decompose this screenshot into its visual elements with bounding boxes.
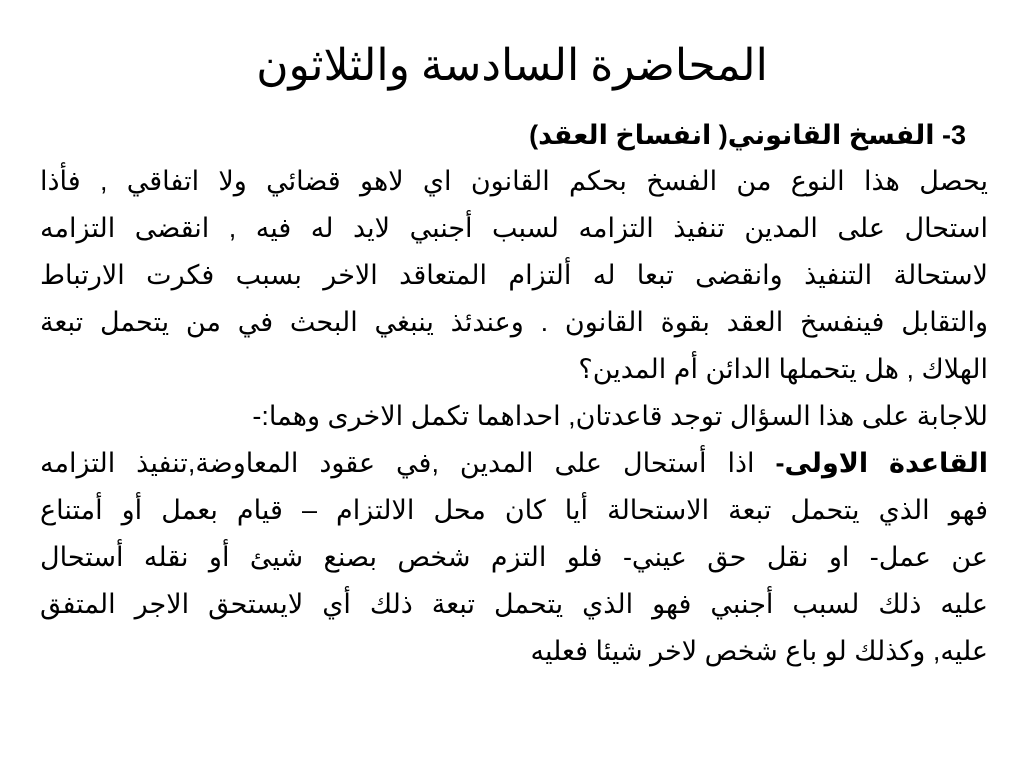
slide-title: المحاضرة السادسة والثلاثون (256, 41, 768, 90)
body-line: عن عمل- او نقل حق عيني- فلو التزم شخص بصنع شيئ أو نقله أستحال (40, 542, 988, 572)
body-line: الهلاك , هل يتحملها الدائن أم المدين؟ (578, 354, 988, 384)
rule1-text: اذا أستحال على المدين ,في عقود المعاوضة,تنفيذ التزامه (40, 448, 776, 478)
body-line: والتقابل فينفسخ العقد بقوة القانون . وعندئذ ينبغي البحث في من يتحمل تبعة (40, 307, 988, 337)
body-line: فهو الذي يتحمل تبعة الاستحالة أيا كان محل الالتزام – قيام بعمل أو أمتناع (40, 495, 988, 525)
rule1-label: القاعدة الاولى- (775, 448, 988, 478)
intro-line: للاجابة على هذا السؤال توجد قاعدتان, احداهما تكمل الاخرى وهما:- (252, 401, 988, 431)
body-line: استحال على المدين تنفيذ التزامه لسبب أجنبي لايد له فيه , انقضى التزامه (40, 213, 988, 243)
section-heading: 3- الفسخ القانوني( انفساخ العقد) (529, 120, 966, 150)
rule1-first-line (40, 440, 988, 487)
body-line: عليه ذلك لسبب أجنبي فهو الذي يتحمل تبعة ذلك أي لايستحق الاجر المتفق (40, 589, 988, 619)
slide-body (40, 112, 988, 675)
body-line: عليه, وكذلك لو باع شخص لاخر شيئا فعليه (530, 636, 988, 666)
body-line: يحصل هذا النوع من الفسخ بحكم القانون اي لاهو قضائي ولا اتفاقي , فأذا (40, 166, 988, 196)
body-line: لاستحالة التنفيذ وانقضى تبعا له ألتزام المتعاقد الاخر بسبب فكرت الارتباط (40, 260, 988, 290)
